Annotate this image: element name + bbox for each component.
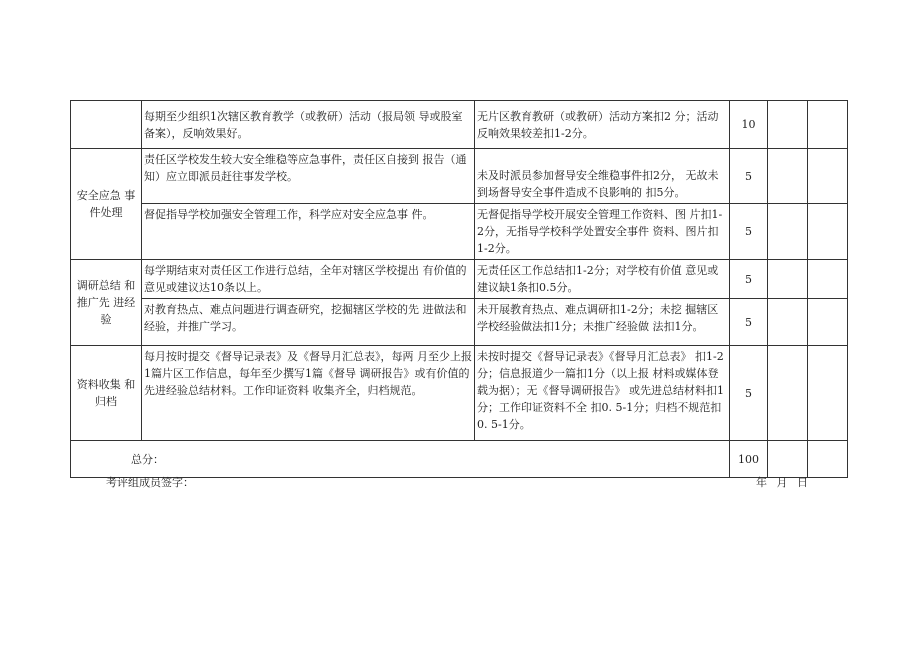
- criteria-cell: 无片区教育教研（或教研）活动方案扣2 分；活动反响效果较差扣1-2分。: [475, 101, 730, 149]
- score-cell: 5: [730, 260, 768, 299]
- blank-cell: [808, 204, 848, 260]
- total-score: 100: [730, 441, 768, 478]
- blank-cell: [808, 441, 848, 478]
- date-label: 年 月 日: [756, 476, 808, 489]
- category-archive: 资料收集 和 归档: [71, 346, 142, 441]
- requirement-cell: 每期至少组织1次辖区教育教学（或教研）活动（报局领 导或股室备案），反响效果好。: [142, 101, 475, 149]
- blank-cell: [808, 101, 848, 149]
- criteria-cell: 未开展教育热点、难点调研扣1-2分；未挖 掘辖区学校经验做法扣1分；未推广经验做 法扣1分。: [475, 299, 730, 346]
- table-row: [71, 101, 848, 149]
- score-cell: 5: [730, 149, 768, 204]
- table-row: [71, 149, 848, 204]
- table-row: [71, 204, 848, 260]
- table-row: [71, 299, 848, 346]
- total-label: 总分：: [71, 441, 730, 478]
- blank-cell: [768, 441, 808, 478]
- blank-cell: [768, 346, 808, 441]
- total-row: [71, 441, 848, 478]
- score-cell: 5: [730, 204, 768, 260]
- criteria-cell: 无责任区工作总结扣1-2分；对学校有价值 意见或建议缺1条扣0.5分。: [475, 260, 730, 299]
- evaluation-table: [70, 100, 848, 478]
- category-research: 调研总结 和推广先 进经验: [71, 260, 142, 346]
- blank-cell: [808, 149, 848, 204]
- signature-label: 考评组成员签字：: [106, 476, 194, 489]
- criteria-cell: 无督促指导学校开展安全管理工作资料、图 片扣1-2分，无指导学校科学处置安全事件 资料、图片扣1-2分。: [475, 204, 730, 260]
- blank-cell: [808, 346, 848, 441]
- criteria-cell: 未及时派员参加督导安全维稳事件扣2分， 无故未到场督导安全事件造成不良影响的 扣5分。: [475, 149, 730, 204]
- blank-cell: [768, 101, 808, 149]
- category-cell-empty: [71, 101, 142, 149]
- requirement-cell: 对教育热点、难点问题进行调查研究，挖掘辖区学校的先 进做法和经验，并推广学习。: [142, 299, 475, 346]
- blank-cell: [768, 299, 808, 346]
- blank-cell: [768, 260, 808, 299]
- blank-cell: [768, 204, 808, 260]
- score-cell: 5: [730, 299, 768, 346]
- category-safety: 安全应急 事件处理: [71, 149, 142, 260]
- requirement-cell: 督促指导学校加强安全管理工作，科学应对安全应急事 件。: [142, 204, 475, 260]
- requirement-cell: 每学期结束对责任区工作进行总结，全年对辖区学校提出 有价值的意见或建议达10条以上。: [142, 260, 475, 299]
- blank-cell: [808, 299, 848, 346]
- blank-cell: [808, 260, 848, 299]
- table-row: [71, 260, 848, 299]
- blank-cell: [768, 149, 808, 204]
- requirement-cell: 每月按时提交《督导记录表》及《督导月汇总表》，每两 月至少上报1篇片区工作信息，每年至少撰写1篇《督导 调研报告》或有价值的先进经验总结材料。工作印证资料 收集齐全，归档规范。: [142, 346, 475, 441]
- score-cell: 5: [730, 346, 768, 441]
- criteria-cell: 未按时提交《督导记录表》《督导月汇总表》 扣1-2分；信息报道少一篇扣1分（以上报 材料或媒体登载为据）；无《督导调研报告》 或先进总结材料扣1分；工作印证资料不全 扣0. 5-1分；归档不规范扣0. 5-1分。: [475, 346, 730, 441]
- score-cell: 10: [730, 101, 768, 149]
- requirement-cell: 责任区学校发生较大安全维稳等应急事件，责任区自接到 报告（通知）应立即派员赶往事发学校。: [142, 149, 475, 204]
- table-row: [71, 346, 848, 441]
